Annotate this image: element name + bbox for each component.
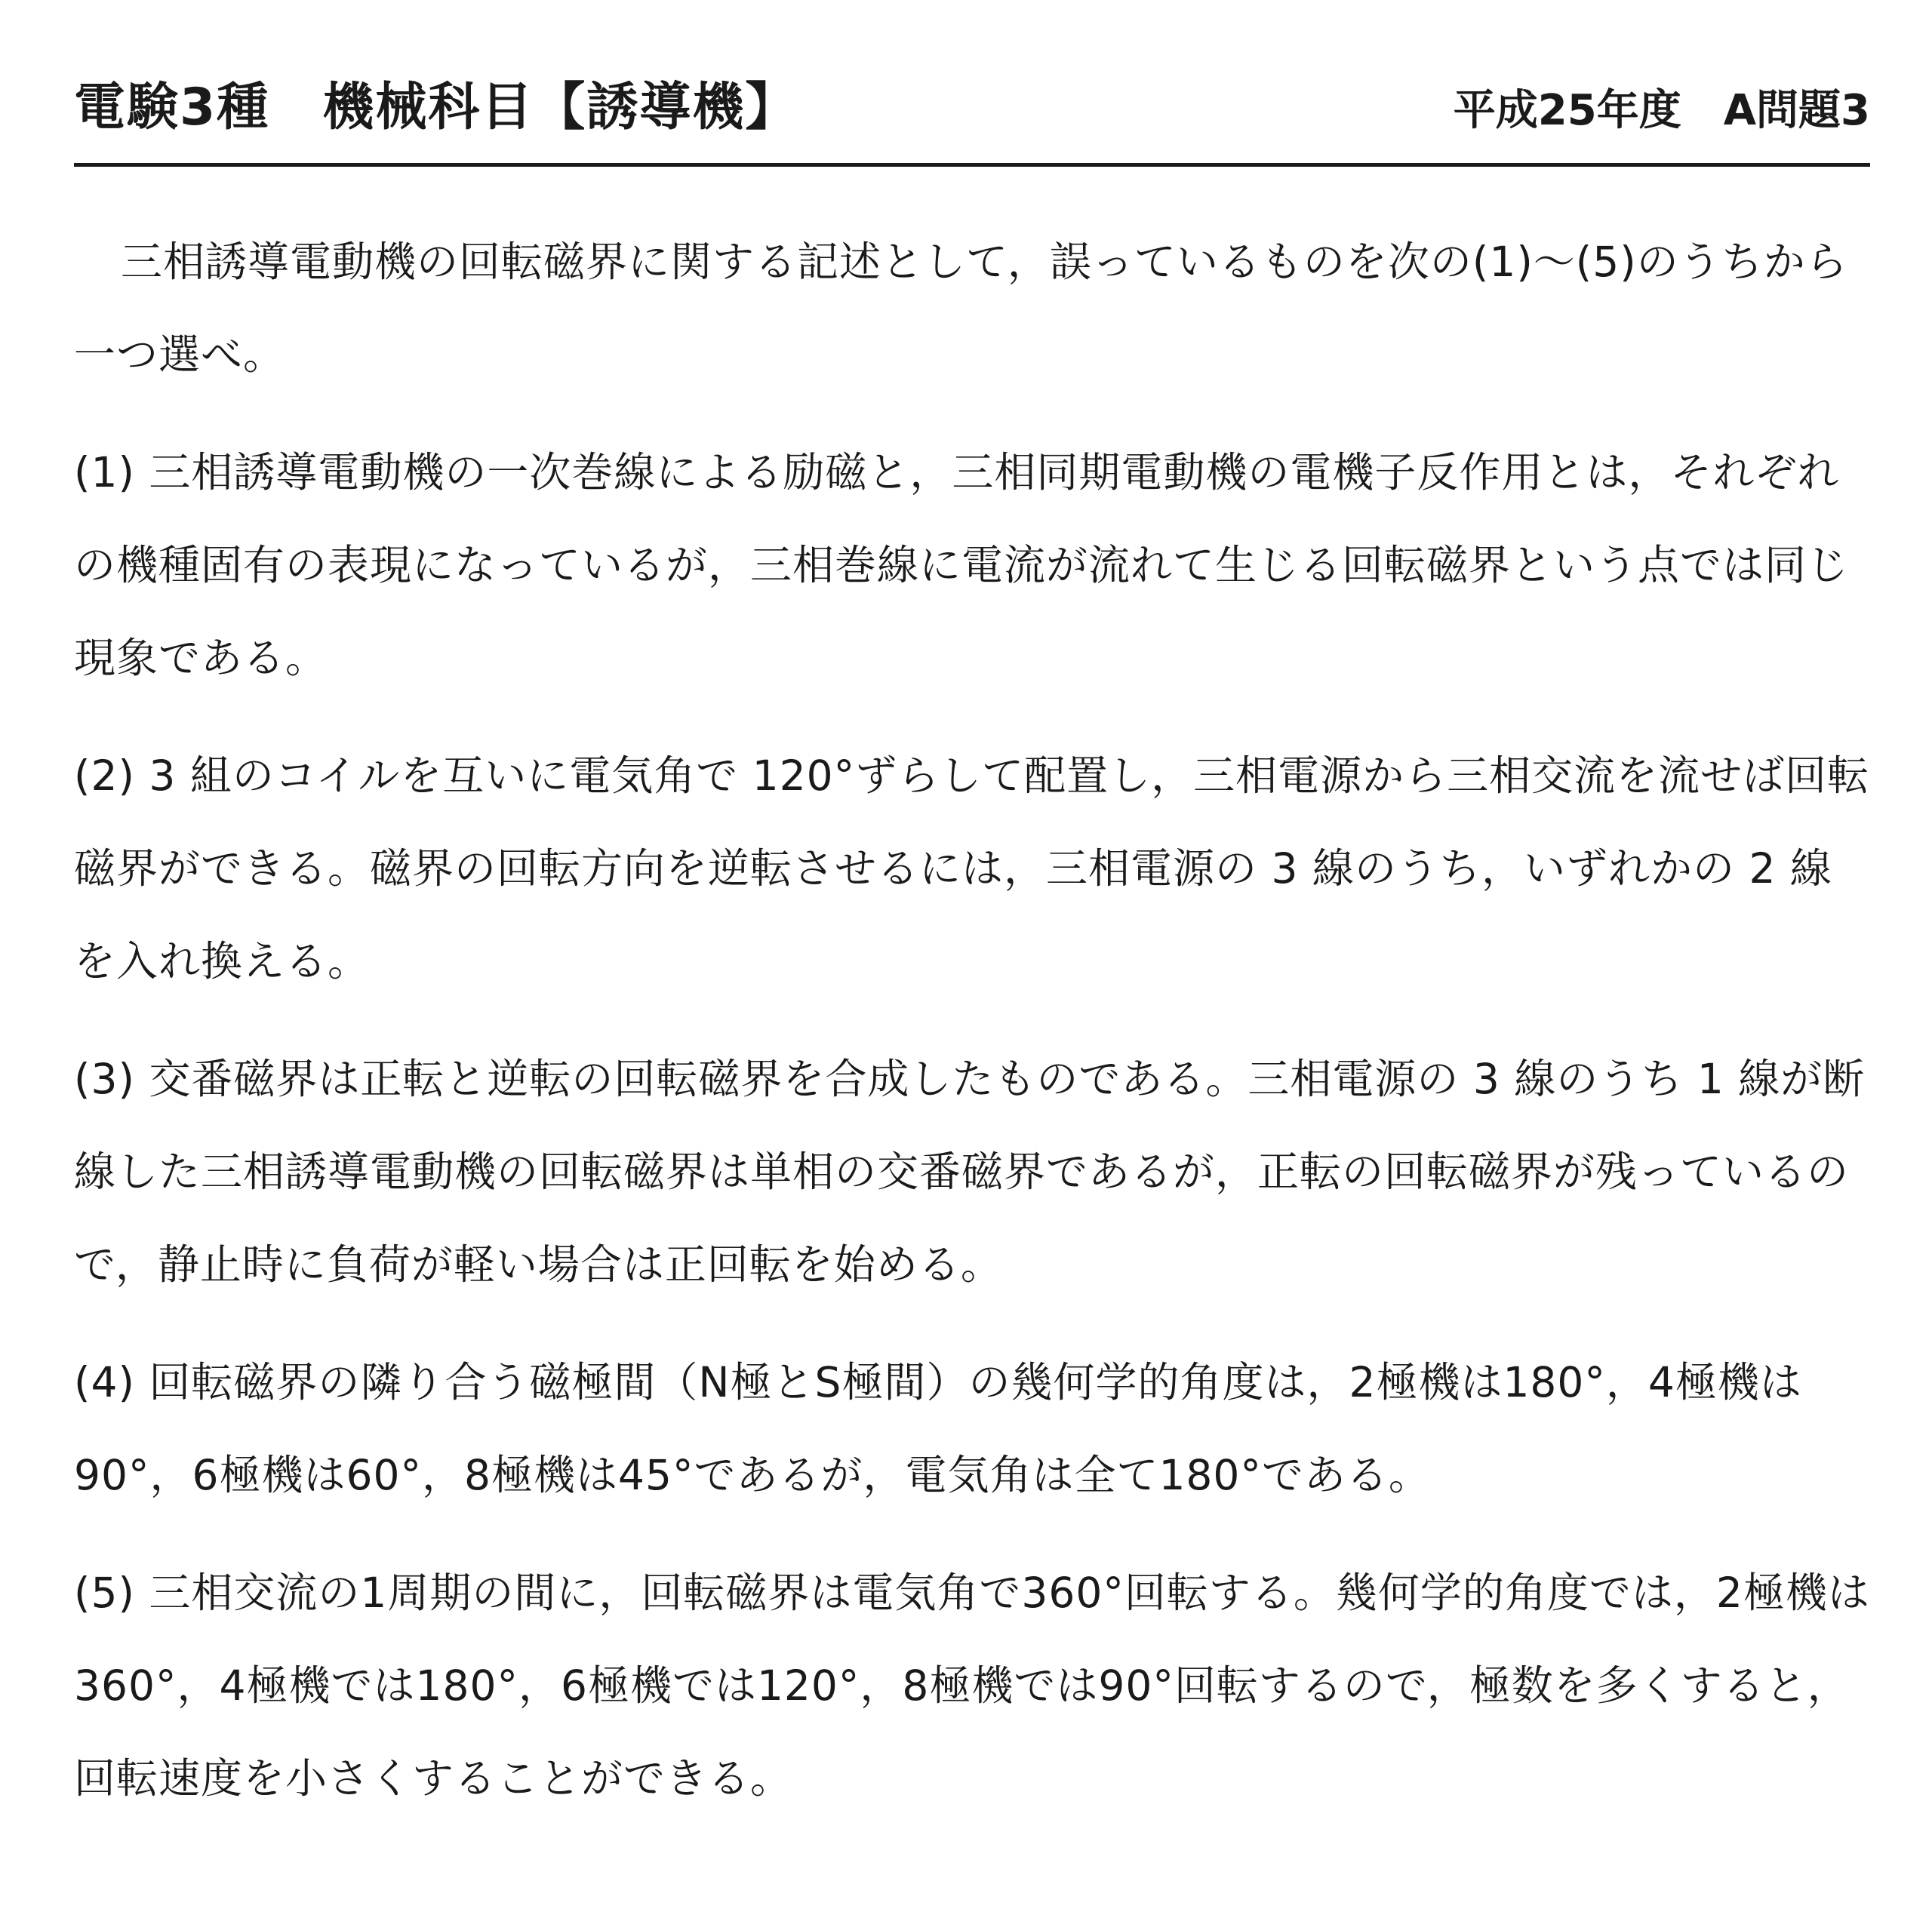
document-header [74,59,1870,142]
option-4: (4) 回転磁界の隣り合う磁極間（N極とS極間）の幾何学的角度は，2極機は180°，4極機は90°，6極機は60°，8極機は45°であるが，電気角は全て180°である。 [74,1358,1802,1499]
option-5: (5) 三相交流の1周期の間に，回転磁界は電気角で360°回転する。幾何学的角度では，2極機は360°，4極機では180°，6極機では120°，8極機では90°回転するので，極数を多くすると，回転速度を小さくすることができる。 [74,1569,1870,1803]
header-divider [74,163,1870,167]
exam-year-problem: 平成25年度 A問題3 [1453,86,1870,135]
question-body [74,216,1870,1825]
question-intro: 三相誘導電動機の回転磁界に関する記述として，誤っているものを次の(1)〜(5)のうちから一つ選べ。 [74,238,1848,379]
option-3: (3) 交番磁界は正転と逆転の回転磁界を合成したものである。三相電源の 3 線のうち 1 線が断線した三相誘導電動機の回転磁界は単相の交番磁界であるが，正転の回転磁界が残っているので，静止時に負荷が軽い場合は正回転を始める。 [74,1055,1866,1289]
page-title: 電験3種 機械科目【誘導機】 [74,78,798,137]
option-2: (2) 3 組のコイルを互いに電気角で 120°ずらして配置し，三相電源から三相交流を流せば回転磁界ができる。磁界の回転方向を逆転させるには，三相電源の 3 線のうち，いずれかの 2 線を入れ換える。 [74,751,1870,985]
option-1: (1) 三相誘導電動機の一次巻線による励磁と，三相同期電動機の電機子反作用とは，それぞれの機種固有の表現になっているが，三相巻線に電流が流れて生じる回転磁界という点では同じ現象である。 [74,448,1850,682]
